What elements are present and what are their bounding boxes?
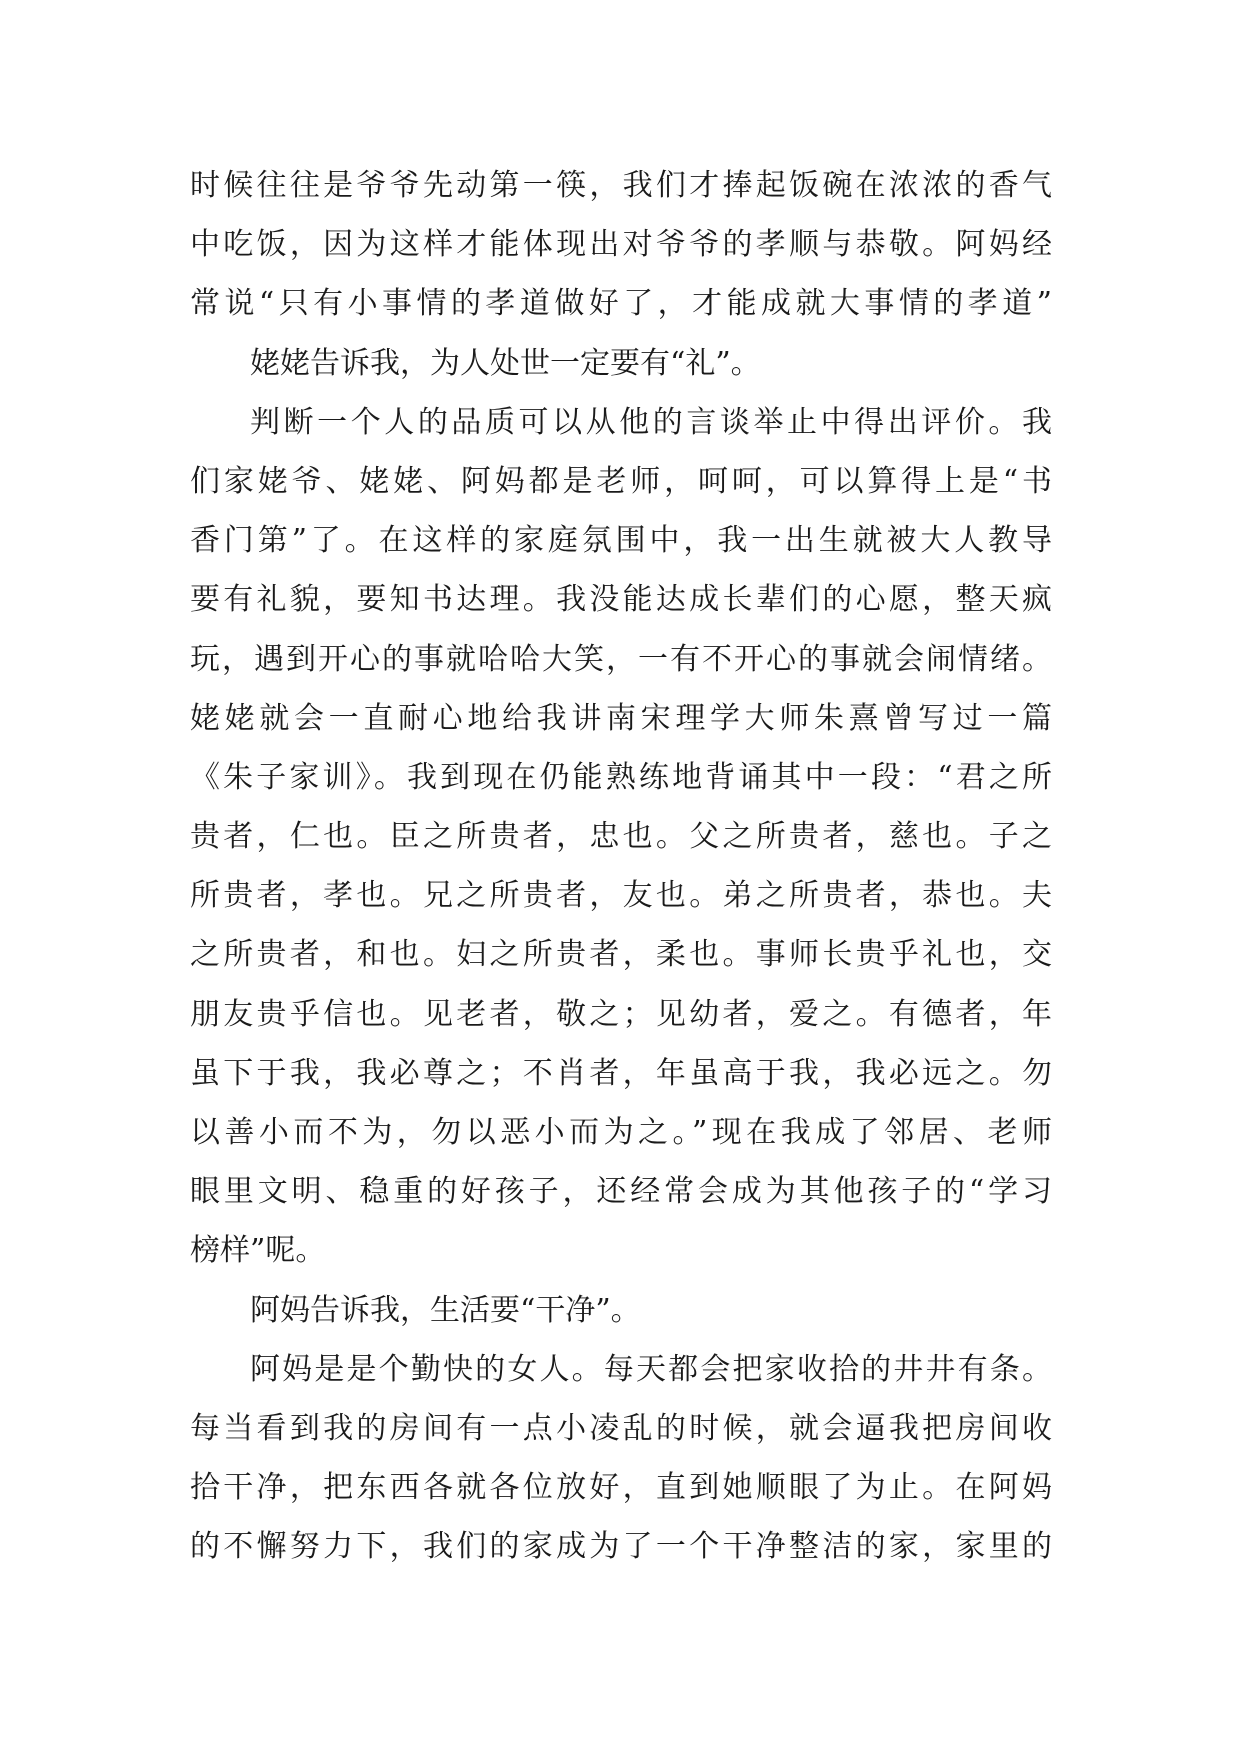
text-line: 眼里文明、稳重的好孩子，还经常会成为其他孩子的“学习 — [190, 1174, 1052, 1210]
text-line: 中吃饭，因为这样才能体现出对爷爷的孝顺与恭敬。阿妈经 — [190, 227, 1052, 263]
text-line: 朋友贵乎信也。见老者，敬之；见幼者，爱之。有德者，年 — [190, 996, 1052, 1032]
text-line: 常说“只有小事情的孝道做好了，才能成就大事情的孝道” — [190, 286, 1052, 322]
text-line: 阿妈是是个勤快的女人。每天都会把家收拾的井井有条。 — [250, 1351, 1052, 1387]
text-line: 香门第”了。在这样的家庭氛围中，我一出生就被大人教导 — [190, 523, 1052, 559]
text-line: 要有礼貌，要知书达理。我没能达成长辈们的心愿，整天疯 — [190, 582, 1052, 618]
text-line: 玩，遇到开心的事就哈哈大笑，一有不开心的事就会闹情绪。 — [190, 641, 1052, 677]
text-line: 之所贵者，和也。妇之所贵者，柔也。事师长贵乎礼也，交 — [190, 937, 1052, 973]
paragraph-heading-line: 阿妈告诉我，生活要“干净”。 — [250, 1292, 641, 1328]
paragraph-heading-line: 姥姥告诉我，为人处世一定要有“礼”。 — [250, 345, 761, 381]
document-body — [190, 156, 1052, 1577]
text-line: 的不懈努力下，我们的家成为了一个干净整洁的家，家里的 — [190, 1529, 1052, 1565]
text-line: 们家姥爷、姥姥、阿妈都是老师，呵呵，可以算得上是“书 — [190, 463, 1052, 499]
text-line: 每当看到我的房间有一点小凌乱的时候，就会逼我把房间收 — [190, 1410, 1052, 1446]
text-line: 虽下于我，我必尊之；不肖者，年虽高于我，我必远之。勿 — [190, 1055, 1052, 1091]
text-line: 时候往往是爷爷先动第一筷，我们才捧起饭碗在浓浓的香气 — [190, 168, 1052, 203]
text-line: 以善小而不为，勿以恶小而为之。”现在我成了邻居、老师 — [190, 1115, 1052, 1150]
text-line: 拾干净，把东西各就各位放好，直到她顺眼了为止。在阿妈 — [190, 1470, 1052, 1506]
text-line: 榜样”呢。 — [190, 1233, 326, 1269]
text-line: 贵者，仁也。臣之所贵者，忠也。父之所贵者，慈也。子之 — [190, 819, 1052, 855]
text-line: 所贵者，孝也。兄之所贵者，友也。弟之所贵者，恭也。夫 — [190, 878, 1052, 914]
text-line: 《朱子家训》。我到现在仍能熟练地背诵其中一段：“君之所 — [190, 759, 1052, 795]
text-line: 判断一个人的品质可以从他的言谈举止中得出评价。我 — [250, 404, 1052, 440]
text-line: 姥姥就会一直耐心地给我讲南宋理学大师朱熹曾写过一篇 — [190, 700, 1052, 736]
